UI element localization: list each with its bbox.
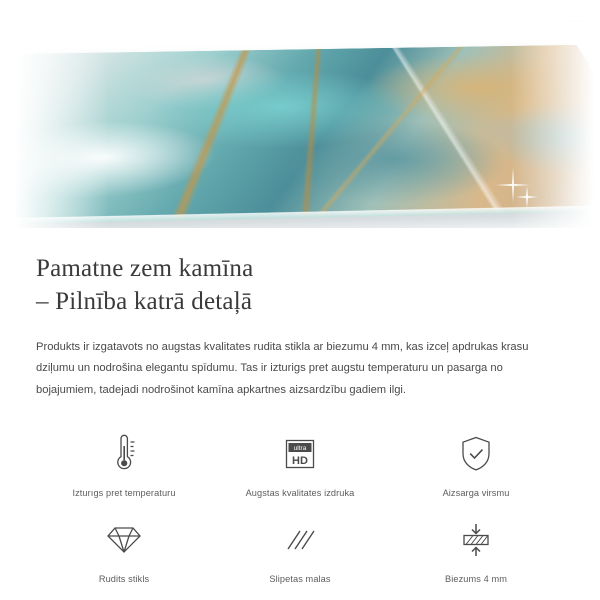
feature-label: Aizsarga virsmu bbox=[442, 488, 510, 499]
thermometer-icon bbox=[109, 432, 139, 476]
thickness-icon bbox=[456, 518, 496, 562]
feature-label: Augstas kvalitates izdruka bbox=[245, 488, 355, 499]
polished-edges-icon bbox=[280, 518, 320, 562]
hero-fade-top bbox=[0, 0, 600, 26]
svg-text:HD: HD bbox=[292, 455, 308, 468]
feature-label: Slipetas malas bbox=[269, 574, 331, 585]
feature-label: Izturıgs pret temperaturu bbox=[72, 488, 176, 499]
headline-line-2: – Pilnība katrā detaļā bbox=[36, 288, 253, 316]
feature-polished-edges bbox=[212, 510, 388, 590]
marble-veins bbox=[0, 45, 600, 226]
diamond-icon bbox=[104, 518, 144, 562]
ultra-hd-icon bbox=[280, 432, 320, 476]
feature-label: Rudits stikls bbox=[98, 574, 150, 585]
hero-image bbox=[0, 0, 600, 228]
svg-text:ultra: ultra bbox=[293, 445, 307, 453]
feature-tempered-glass bbox=[36, 510, 212, 590]
feature-label: Biezums 4 mm bbox=[445, 574, 507, 585]
feature-temperature bbox=[36, 424, 212, 504]
description-text: Produkts ir izgatavots no augstas kvalitates rudita stikla ar biezumu 4 mm, kas izceļ apdrukas krasu dziļumu un nodrošina elegantu spīdumu. Tas ir izturigs pret augstu temperaturu un pasarga no bojajumiem, tadejadi nodrošinot kamīna apkartnes aizsardzību gadiem ilgi. bbox=[36, 340, 529, 397]
headline-line-1: Pamatne zem kamīna bbox=[36, 255, 254, 282]
content-area bbox=[0, 252, 600, 590]
feature-thickness bbox=[388, 510, 564, 590]
feature-surface-protection bbox=[388, 424, 564, 504]
glass-panel-image bbox=[0, 45, 600, 226]
page-title bbox=[36, 252, 564, 319]
feature-grid bbox=[36, 424, 564, 590]
shield-check-icon bbox=[458, 432, 494, 476]
feature-print-quality bbox=[212, 424, 388, 504]
